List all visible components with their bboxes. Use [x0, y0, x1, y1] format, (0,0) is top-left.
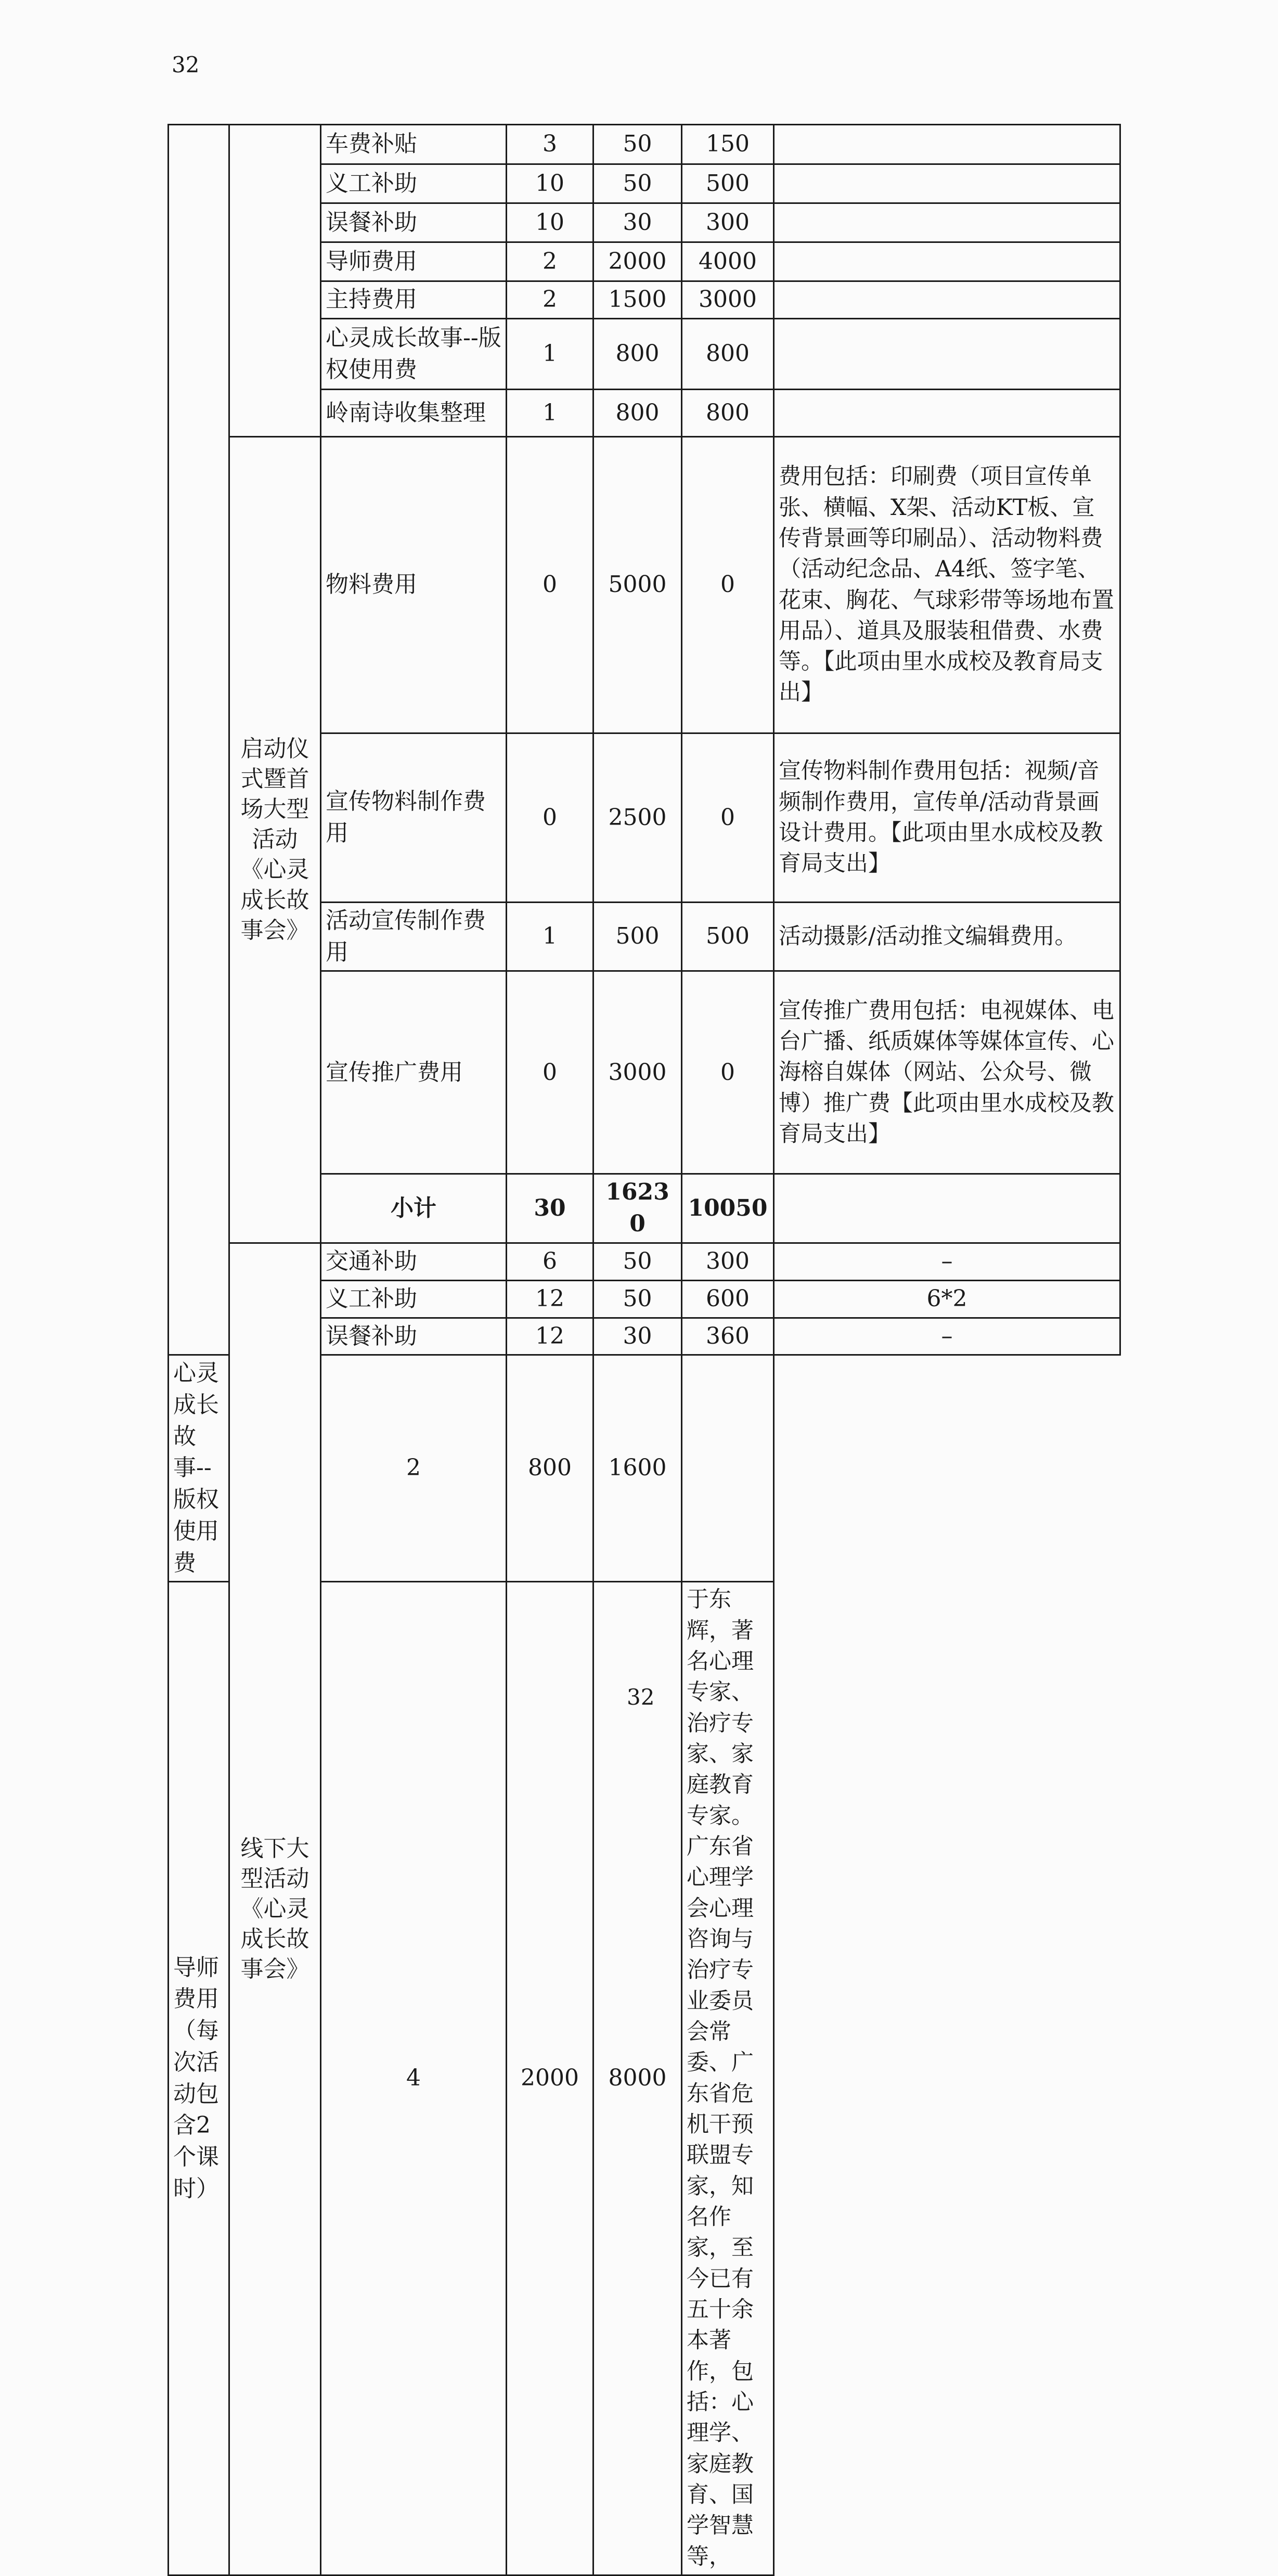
budget-table: [167, 124, 1121, 2576]
note-cell: 费用包括：印刷费（项目宣传单张、横幅、X架、活动KT板、宣传背景画等印刷品）、活动物料费（活动纪念品、A4纸、签字笔、花束、胸花、气球彩带等场地布置用品）、道具及服装租借费、水费等。【此项由里水成校及教育局支出】: [774, 437, 1120, 733]
qty-cell: 1: [507, 903, 593, 971]
amount-cell: 4000: [682, 242, 774, 281]
price-cell: 50: [593, 1243, 682, 1280]
qty-cell: 0: [507, 733, 593, 903]
item-name: 主持费用: [321, 281, 507, 319]
amount-cell: 800: [682, 319, 774, 390]
amount-cell: 3000: [682, 281, 774, 319]
outer-column-cell: [169, 125, 229, 1355]
price-cell: 800: [593, 390, 682, 437]
amount-cell: 360: [682, 1318, 774, 1355]
note-cell: –: [774, 1318, 1120, 1355]
item-name: 导师费用（每次活动包含2个课时）: [169, 1582, 229, 2575]
page-number-top: 32: [172, 52, 200, 78]
note-cell: [774, 281, 1120, 319]
qty-cell: 12: [507, 1280, 593, 1318]
item-name: 误餐补助: [321, 1318, 507, 1355]
amount-cell: 600: [682, 1280, 774, 1318]
qty-cell: 10: [507, 203, 593, 242]
table-row: [169, 437, 1120, 733]
subtotal-amount: 10050: [682, 1174, 774, 1243]
qty-cell: 0: [507, 437, 593, 733]
amount-cell: 800: [682, 390, 774, 437]
price-cell: 50: [593, 1280, 682, 1318]
phase-cell-blank: [229, 125, 321, 437]
qty-cell: 12: [507, 1318, 593, 1355]
amount-cell: 500: [682, 164, 774, 203]
amount-cell: 8000: [593, 1582, 682, 2575]
qty-cell: 10: [507, 164, 593, 203]
note-cell: 6*2: [774, 1280, 1120, 1318]
item-name: 物料费用: [321, 437, 507, 733]
item-name: 义工补助: [321, 164, 507, 203]
amount-cell: 0: [682, 971, 774, 1174]
qty-cell: 1: [507, 390, 593, 437]
phase-label-offline: 线下大型活动《心灵成长故事会》: [229, 1243, 321, 2575]
price-cell: 50: [593, 164, 682, 203]
note-cell: [774, 125, 1120, 164]
note-cell: 于东辉，著名心理专家、治疗专家、家庭教育专家。广东省心理学会心理咨询与治疗专业委员会常委、广东省危机干预联盟专家，知名作家，至今已有五十余本著作，包括：心理学、家庭教育、国学智慧等，: [682, 1582, 774, 2575]
note-cell: [774, 203, 1120, 242]
qty-cell: 2: [507, 242, 593, 281]
price-cell: 500: [593, 903, 682, 971]
item-name: 义工补助: [321, 1280, 507, 1318]
note-cell: [774, 164, 1120, 203]
qty-cell: 2: [321, 1355, 507, 1582]
amount-cell: 1600: [593, 1355, 682, 1582]
price-cell: 1500: [593, 281, 682, 319]
amount-cell: 300: [682, 1243, 774, 1280]
price-cell: 800: [507, 1355, 593, 1582]
item-name: 宣传物料制作费用: [321, 733, 507, 903]
note-cell: 活动摄影/活动推文编辑费用。: [774, 903, 1120, 971]
page-number-bottom: 32: [627, 1684, 655, 1710]
price-cell: 2500: [593, 733, 682, 903]
qty-cell: 3: [507, 125, 593, 164]
subtotal-qty: 30: [507, 1174, 593, 1243]
price-cell: 5000: [593, 437, 682, 733]
price-cell: 2000: [593, 242, 682, 281]
subtotal-price: 16230: [593, 1174, 682, 1243]
item-name: 车费补贴: [321, 125, 507, 164]
price-cell: 800: [593, 319, 682, 390]
qty-cell: 6: [507, 1243, 593, 1280]
qty-cell: 1: [507, 319, 593, 390]
table-row: [169, 1243, 1120, 1280]
item-name: 岭南诗收集整理: [321, 390, 507, 437]
amount-cell: 0: [682, 437, 774, 733]
qty-cell: 4: [321, 1582, 507, 2575]
item-name: 导师费用: [321, 242, 507, 281]
price-cell: 30: [593, 203, 682, 242]
amount-cell: 0: [682, 733, 774, 903]
item-name: 活动宣传制作费用: [321, 903, 507, 971]
item-name: 误餐补助: [321, 203, 507, 242]
price-cell: 3000: [593, 971, 682, 1174]
note-cell: –: [774, 1243, 1120, 1280]
price-cell: 2000: [507, 1582, 593, 2575]
note-cell: [774, 242, 1120, 281]
item-name: 心灵成长故事--版权使用费: [321, 319, 507, 390]
subtotal-label: 小计: [321, 1174, 507, 1243]
amount-cell: 300: [682, 203, 774, 242]
table-row: [169, 125, 1120, 164]
item-name: 宣传推广费用: [321, 971, 507, 1174]
price-cell: 30: [593, 1318, 682, 1355]
amount-cell: 500: [682, 903, 774, 971]
item-name: 交通补助: [321, 1243, 507, 1280]
note-cell: 宣传物料制作费用包括：视频/音频制作费用，宣传单/活动背景画设计费用。【此项由里水成校及教育局支出】: [774, 733, 1120, 903]
item-name: 心灵成长故事--版权使用费: [169, 1355, 229, 1582]
note-cell: 宣传推广费用包括：电视媒体、电台广播、纸质媒体等媒体宣传、心海榕自媒体（网站、公众号、微博）推广费【此项由里水成校及教育局支出】: [774, 971, 1120, 1174]
qty-cell: 0: [507, 971, 593, 1174]
qty-cell: 2: [507, 281, 593, 319]
note-cell: [774, 390, 1120, 437]
phase-label-launch: 启动仪式暨首场大型活动《心灵成长故事会》: [229, 437, 321, 1243]
amount-cell: 150: [682, 125, 774, 164]
price-cell: 50: [593, 125, 682, 164]
subtotal-note: [774, 1174, 1120, 1243]
note-cell: [774, 319, 1120, 390]
note-cell: [682, 1355, 774, 1582]
